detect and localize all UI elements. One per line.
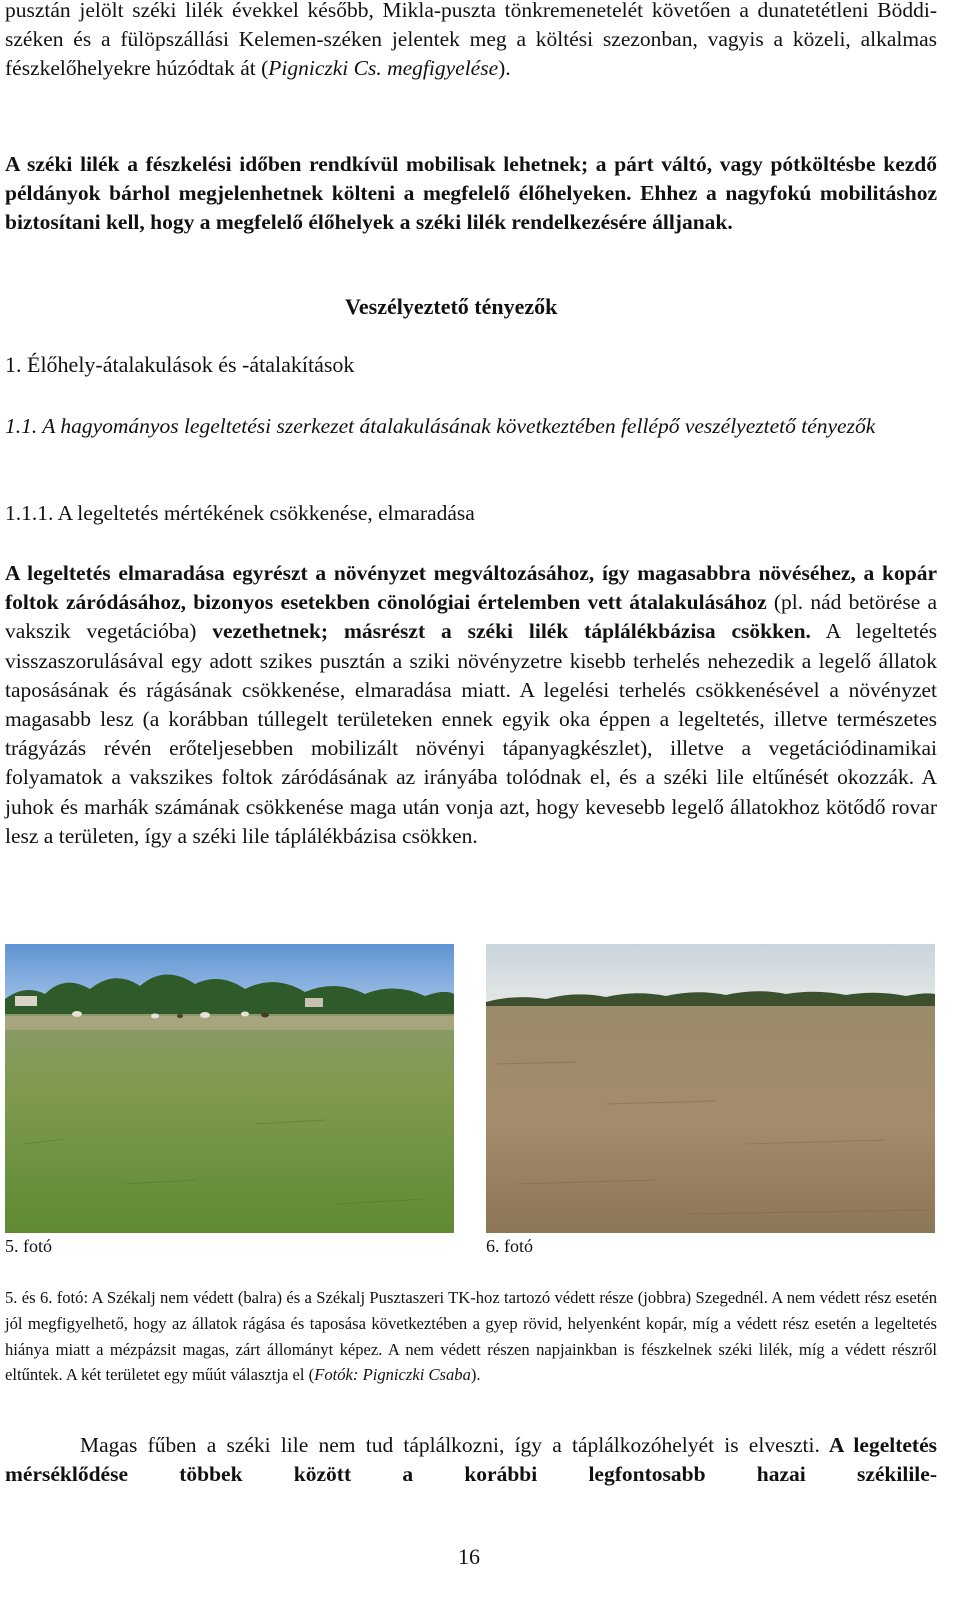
grazing-bold-2: vezethetnek; másrészt a széki lilék táplálékbázisa csökken.	[212, 619, 811, 644]
photo-5-label: 5. fotó	[5, 1236, 52, 1256]
page-number: 16	[458, 1544, 480, 1569]
photo-caption-end: ).	[470, 1365, 481, 1385]
subheading-1: 1. Élőhely-átalakulások és -átalakítások	[5, 352, 355, 377]
photo-5-grazed-pasture	[5, 944, 454, 1233]
feeding-bold: A legeltetés mérséklődése többek között a korábbi legfontosabb hazai székilile-	[5, 1433, 937, 1487]
observation-reference: Pigniczki Cs. megfigyelése	[268, 56, 499, 81]
photo-5-image	[5, 944, 454, 1233]
paragraph-feeding	[5, 1431, 937, 1489]
paragraph-intro-text: pusztán jelölt széki lilék évekkel később, Mikla-puszta tönkremenetelét követően a dunatetétleni Böddi-széken és a fülöpszállási Kelemen-széken jelentek meg a költési szezonban, vagyis a közeli, alkalmas fészkelőhelyekre húzódtak át (	[5, 0, 937, 81]
subheading-1-1-1: 1.1.1. A legeltetés mértékének csökkenése, elmaradása	[5, 501, 475, 525]
photo-credit: Fotók: Pigniczki Csaba	[314, 1365, 471, 1385]
paragraph-mobility: A széki lilék a fészkelési időben rendkívül mobilisak lehetnek; a párt váltó, vagy pótköltésbe kezdő példányok bárhol megjelenhetnek költeni a megfelelő élőhelyeken. Ehhez a nagyfokú mobilitáshoz biztosítani kell, hogy a megfelelő élőhelyek a széki lilék rendelkezésére álljanak.	[5, 152, 937, 235]
grazing-normal-2: A legeltetés visszaszorulásával egy adott szikes pusztán a sziki növényzetre kisebb terhelés nehezedik a legelő állatok taposásának és rágásának csökkenése, elmaradása miatt. A legelési terhelés csökkenésével a növényzet magasabb lesz (a korábban túllegelt területeken ennek egyik oka éppen a legeltetés, illetve természetes trágyázás révén erőteljesebben mobilizált növényi tápanyagkészlet), illetve a vegetációdinamikai folyamatok a vakszikes foltok záródásának az irányába tolódnak el, és a széki lile eltűnését okozzák. A juhok és marhák számának csökkenése maga után vonja azt, hogy kevesebb legelő állatokhoz kötődő rovar lesz a területen, így a széki lile táplálékbázisa csökken.	[5, 619, 937, 848]
grazing-normal-1: (pl. nád betörése a vakszik vegetációba)	[5, 590, 937, 644]
subheading-1-1: 1.1. A hagyományos legeltetési szerkezet átalakulásának következtében fellépő veszélyeztető tényezők	[5, 414, 876, 438]
section-heading: Veszélyeztető tényezők	[345, 294, 558, 319]
photo-caption-text: 5. és 6. fotó: A Székalj nem védett (balra) és a Székalj Pusztaszeri TK-hoz tartozó védett része (jobbra) Szegednél. A nem védett rész esetén jól megfigyelhető, hogy az állatok rágása és taposása következtében a gyep rövid, helyenként kopár, míg a védett rész esetén a legeltetés hiánya miatt a mézpázsit magas, zárt állományt képez. A nem védett részen napjainkban is fészkelnek széki lilék, míg a védett részről eltűntek. A két területet egy műút választja el (	[5, 1288, 937, 1385]
paragraph-intro	[5, 0, 937, 84]
photo-6-label: 6. fotó	[486, 1236, 533, 1256]
paragraph-intro-end: ).	[498, 56, 511, 81]
photo-caption	[5, 1285, 937, 1388]
paragraph-grazing	[5, 559, 937, 851]
grazing-bold-1: A legeltetés elmaradása egyrészt a növényzet megváltozásához, így magasabbra növéséhez, a kopár foltok záródásához, bizonyos esetekben cönológiai értelemben vett átalakulásához	[5, 561, 937, 615]
photo-6-protected-meadow	[486, 944, 935, 1233]
feeding-normal: Magas fűben a széki lile nem tud táplálkozni, így a táplálkozóhelyét is elveszti.	[80, 1433, 820, 1457]
photo-6-image	[486, 944, 935, 1233]
